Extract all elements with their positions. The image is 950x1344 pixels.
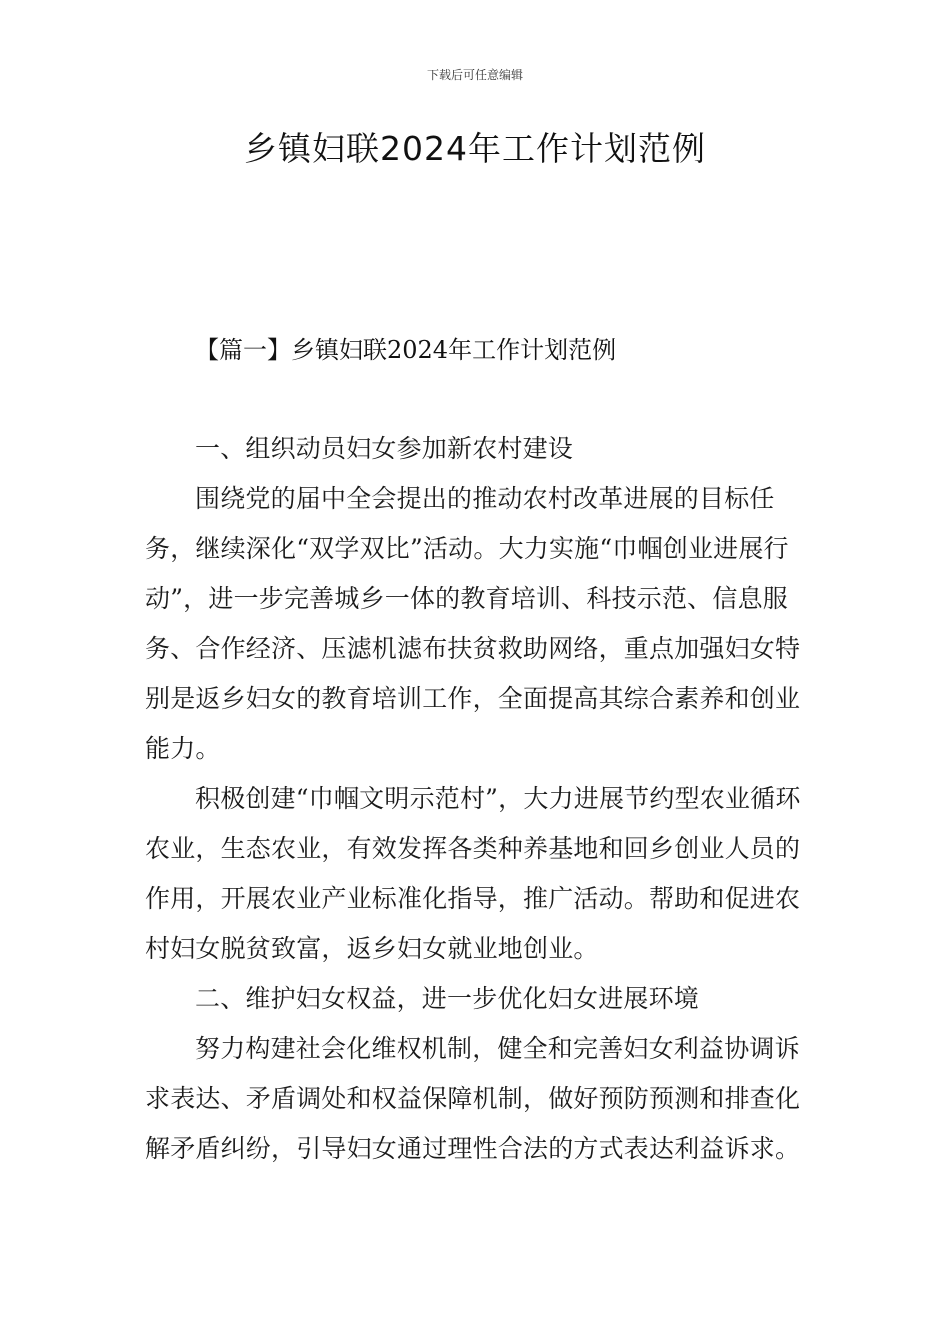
section-heading: 【篇一】乡镇妇联2024年工作计划范例: [195, 336, 617, 364]
document-body: [145, 424, 805, 1174]
header-note: 下载后可任意编辑: [426, 68, 523, 82]
paragraph-2: 积极创建“巾帼文明示范村”，大力进展节约型农业循环农业，生态农业，有效发挥各类种养基地和回乡创业人员的作用，开展农业产业标准化指导，推广活动。帮助和促进农村妇女脱贫致富，返乡妇女就业地创业。: [145, 784, 801, 963]
document-title: 乡镇妇联2024年工作计划范例: [244, 129, 706, 168]
subheading-2: 二、维护妇女权益，进一步优化妇女进展环境: [195, 984, 700, 1013]
paragraph-3: 努力构建社会化维权机制，健全和完善妇女利益协调诉求表达、矛盾调处和权益保障机制，做好预防预测和排查化解矛盾纠纷，引导妇女通过理性合法的方式表达利益诉求。: [145, 1034, 801, 1163]
paragraph-1: 围绕党的届中全会提出的推动农村改革进展的目标任务，继续深化“双学双比”活动。大力实施“巾帼创业进展行动”，进一步完善城乡一体的教育培训、科技示范、信息服务、合作经济、压滤机滤布扶贫救助网络，重点加强妇女特别是返乡妇女的教育培训工作，全面提高其综合素养和创业能力。: [145, 484, 801, 763]
subheading-1: 一、组织动员妇女参加新农村建设: [195, 434, 574, 463]
